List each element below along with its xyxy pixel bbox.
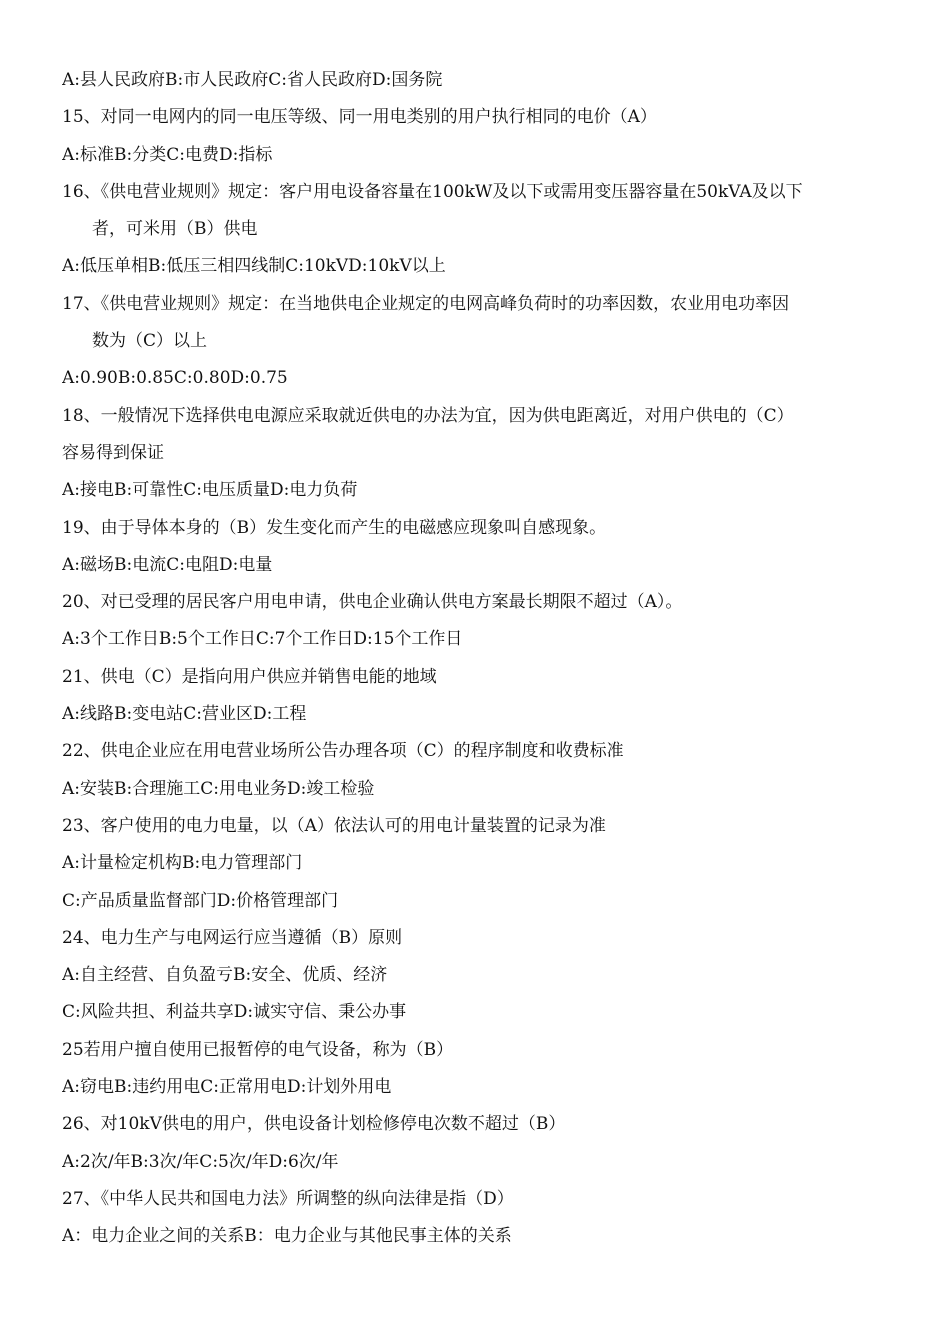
option-line: A:计量检定机构B:电力管理部门 — [62, 853, 303, 874]
option-line: C:风险共担、利益共享D:诚实守信、秉公办事 — [62, 1002, 407, 1023]
question-continuation-line: 容易得到保证 — [62, 442, 164, 463]
question-line: 21、供电（C）是指向用户供应并销售电能的地域 — [62, 666, 437, 687]
question-line: 23、客户使用的电力电量，以（A）依法认可的用电计量装置的记录为准 — [62, 815, 606, 836]
option-line: C:产品质量监督部门D:价格管理部门 — [62, 890, 339, 911]
option-line: A：电力企业之间的关系B：电力企业与其他民事主体的关系 — [62, 1226, 512, 1247]
question-continuation-line: 数为（C）以上 — [92, 331, 208, 352]
option-line: A:2次/年B:3次/年C:5次/年D:6次/年 — [62, 1151, 339, 1172]
option-line: A:县人民政府B:市人民政府C:省人民政府D:国务院 — [62, 70, 443, 90]
question-line: 26、对10kV供电的用户，供电设备计划检修停电次数不超过（B） — [62, 1114, 566, 1135]
option-line: A:0.90B:0.85C:0.80D:0.75 — [62, 368, 288, 389]
document-body — [62, 62, 892, 1256]
option-line: A:窃电B:违约用电C:正常用电D:计划外用电 — [62, 1077, 392, 1098]
option-line: A:磁场B:电流C:电阻D:电量 — [62, 554, 273, 575]
question-line: 17、《供电营业规则》规定：在当地供电企业规定的电网高峰负荷时的功率因数，农业用电功率因 — [62, 293, 790, 314]
question-line: 15、对同一电网内的同一电压等级、同一用电类别的用户执行相同的电价（A） — [62, 107, 657, 128]
question-line: 22、供电企业应在用电营业场所公告办理各项（C）的程序制度和收费标准 — [62, 741, 624, 762]
question-line: 18、一般情况下选择供电电源应采取就近供电的办法为宜，因为供电距离近，对用户供电的（C） — [62, 405, 794, 426]
option-line: A:低压单相B:低压三相四线制C:10kVD:10kV以上 — [62, 256, 446, 277]
option-line: A:自主经营、自负盈亏B:安全、优质、经济 — [62, 965, 388, 986]
option-line: A:3个工作日B:5个工作日C:7个工作日D:15个工作日 — [62, 629, 463, 650]
option-line: A:安装B:合理施工C:用电业务D:竣工检验 — [62, 778, 375, 799]
question-line: 27、《中华人民共和国电力法》所调整的纵向法律是指（D） — [62, 1188, 514, 1209]
question-line: 16、《供电营业规则》规定：客户用电设备容量在100kW及以下或需用变压器容量在50kVA及以下 — [62, 181, 803, 202]
option-line: A:线路B:变电站C:营业区D:工程 — [62, 704, 307, 725]
question-line: 25若用户擅自使用已报暂停的电气设备，称为（B） — [62, 1039, 454, 1060]
question-line: 20、对已受理的居民客户用电申请，供电企业确认供电方案最长期限不超过（A）。 — [62, 592, 683, 613]
question-line: 24、电力生产与电网运行应当遵循（B）原则 — [62, 927, 403, 948]
option-line: A:接电B:可靠性C:电压质量D:电力负荷 — [62, 480, 358, 501]
option-line: A:标准B:分类C:电费D:指标 — [62, 144, 273, 165]
question-continuation-line: 者，可米用（B）供电 — [92, 219, 258, 240]
question-line: 19、由于导体本身的（B）发生变化而产生的电磁感应现象叫自感现象。 — [62, 517, 607, 538]
